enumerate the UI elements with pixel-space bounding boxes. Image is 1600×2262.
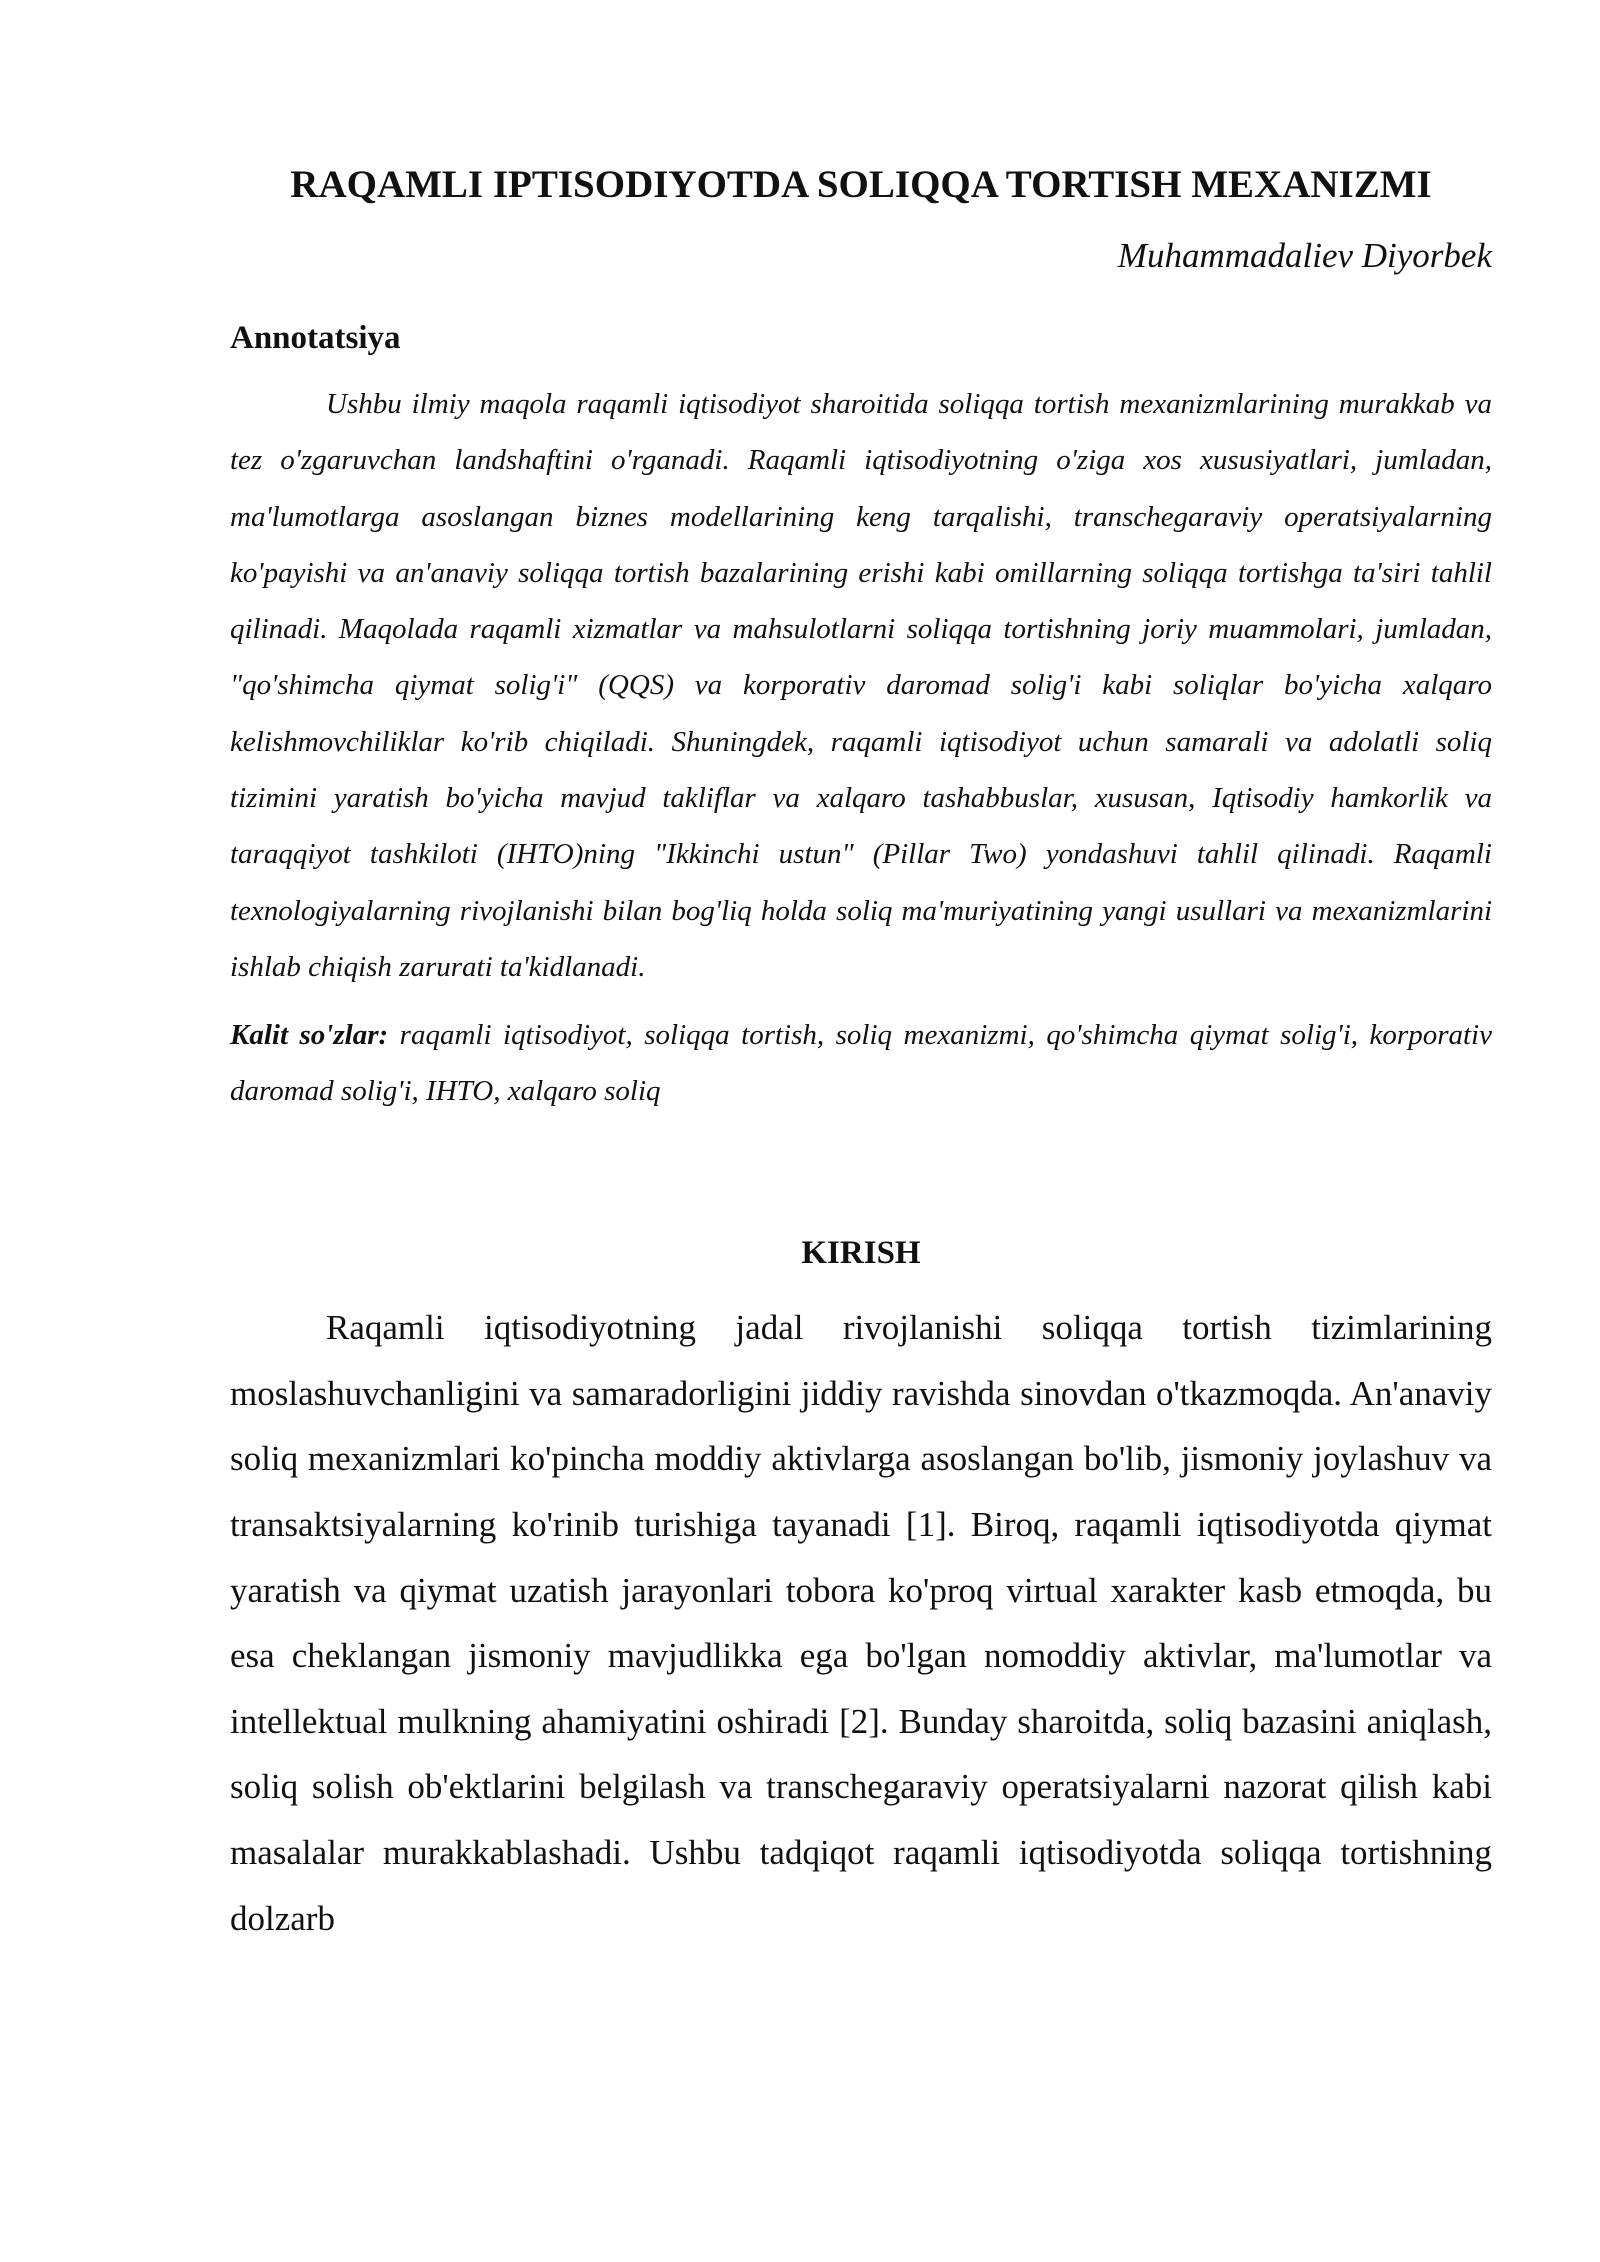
abstract-heading: Annotatsiya (230, 320, 401, 356)
keywords-label: Kalit so'zlar: (230, 1019, 389, 1052)
section-heading-introduction: KIRISH (801, 1235, 921, 1272)
author-name: Muhammadaliev Diyorbek (1117, 236, 1492, 275)
paper-title: RAQAMLI IPTISODIYOTDA SOLIQQA TORTISH MEXANIZMI (290, 163, 1432, 206)
keywords-list: raqamli iqtisodiyot, soliqqa tortish, soliq mexanizmi, qo'shimcha qiymat solig'i, korporativ daromad solig'i, IHTO, xalqaro soliq (230, 1019, 1492, 1108)
keywords (230, 1007, 1492, 1119)
abstract-text: Ushbu ilmiy maqola raqamli iqtisodiyot sharoitida soliqqa tortish mexanizmlarining murakkab va tez o'zgaruvchan landshaftini o'rganadi. Raqamli iqtisodiyotning o'ziga xos xususiyatlari, jumladan, ma'lumotlarga asoslangan biznes modellarining keng tarqalishi, transchegaraviy operatsiyalarning ko'payishi va an'anaviy soliqqa tortish bazalarining erishi kabi omillarning soliqqa tortishga ta'siri tahlil qilinadi. Maqolada raqamli xizmatlar va mahsulotlarni soliqqa tortishning joriy muammolari, jumladan, "qo'shimcha qiymat solig'i" (QQS) va korporativ daromad solig'i kabi soliqlar bo'yicha xalqaro kelishmovchiliklar ko'rib chiqiladi. Shuningdek, raqamli iqtisodiyot uchun samarali va adolatli soliq tizimini yaratish bo'yicha mavjud takliflar va xalqaro tashabbuslar, xususan, Iqtisodiy hamkorlik va taraqqiyot tashkiloti (IHTO)ning "Ikkinchi ustun" (Pillar Two) yondashuvi tahlil qilinadi. Raqamli texnologiyalarning rivojlanishi bilan bog'liq holda soliq ma'muriyatining yangi usullari va mexanizmlarini ishlab chiqish zarurati ta'kidlanadi. (230, 388, 1492, 983)
introduction-paragraph: Raqamli iqtisodiyotning jadal rivojlanishi soliqqa tortish tizimlarining moslashuvchanligini va samaradorligini jiddiy ravishda sinovdan o'tkazmoqda. An'anaviy soliq mexanizmlari ko'pincha moddiy aktivlarga asoslangan bo'lib, jismoniy joylashuv va transaktsiyalarning ko'rinib turishiga tayanadi [1]. Biroq, raqamli iqtisodiyotda qiymat yaratish va qiymat uzatish jarayonlari tobora ko'proq virtual xarakter kasb etmoqda, bu esa cheklangan jismoniy mavjudlikka ega bo'lgan nomoddiy aktivlar, ma'lumotlar va intellektual mulkning ahamiyatini oshiradi [2]. Bunday sharoitda, soliq bazasini aniqlash, soliq solish ob'ektlarini belgilash va transchegaraviy operatsiyalarni nazorat qilish kabi masalalar murakkablashadi. Ushbu tadqiqot raqamli iqtisodiyotda soliqqa tortishning dolzarb (230, 1308, 1492, 1938)
